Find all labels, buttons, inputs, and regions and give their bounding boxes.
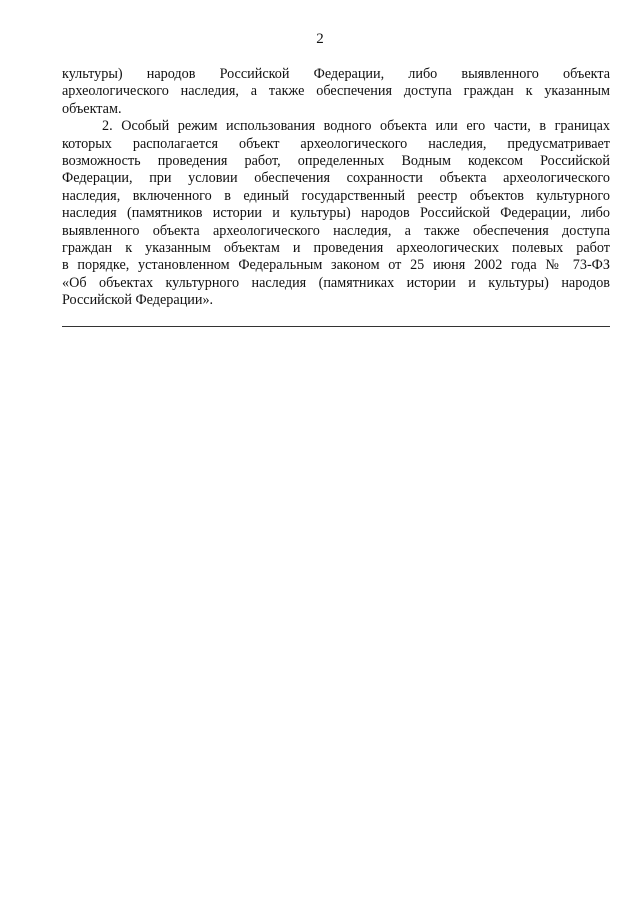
body-line: возможность проведения работ, определенных Водным кодексом Российской [62,152,610,169]
body-line: «Об объектах культурного наследия (памятниках истории и культуры) народов [62,274,610,291]
body-line: археологического наследия, а также обеспечения доступа граждан к указанным [62,83,610,100]
body-line: Российской Федерации». [62,292,214,309]
body-line: в порядке, установленном Федеральным законом от 25 июня 2002 года № 73-ФЗ [62,257,610,274]
body-line: культуры) народов Российской Федерации, либо выявленного объекта [62,66,610,82]
page-number: 2 [316,31,324,47]
end-of-document-rule [62,326,610,327]
body-line: выявленного объекта археологического наследия, а также обеспечения доступа [62,222,610,239]
body-line: наследия (памятников истории и культуры) народов Российской Федерации, либо [62,205,610,222]
body-line: объектам. [62,100,122,117]
body-line: граждан к указанным объектам и проведения археологических полевых работ [62,239,610,256]
body-line: наследия, включенного в единый государственный реестр объектов культурного [62,187,610,204]
paragraph-2-first-line: 2. Особый режим использования водного объекта или его части, в границах [102,118,610,135]
body-line: Федерации, при условии обеспечения сохранности объекта археологического [62,170,610,187]
body-line: которых располагается объект археологического наследия, предусматривает [62,135,610,152]
document-body [62,66,610,309]
